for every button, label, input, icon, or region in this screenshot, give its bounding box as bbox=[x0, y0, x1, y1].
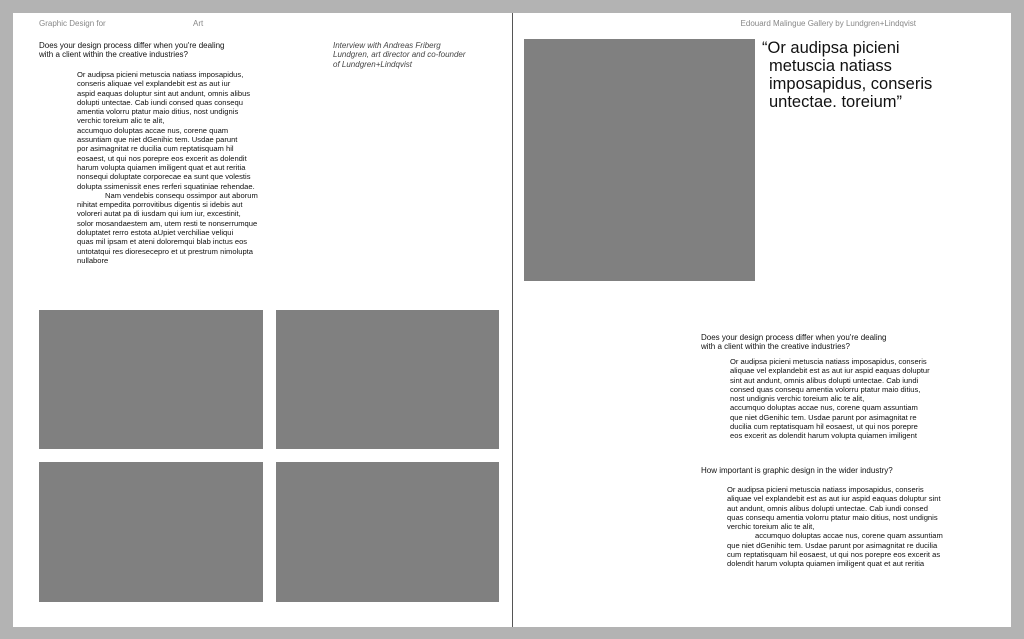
question-1: Does your design process differ when you're dealing with a client within the creative industries? bbox=[701, 333, 887, 352]
question-2: How important is graphic design in the wider industry? bbox=[701, 466, 893, 475]
running-head-section: Art bbox=[193, 19, 204, 28]
image-placeholder-main bbox=[524, 39, 755, 281]
body-text: Or audipsa picieni metuscia natiass imposapidus, conseris aliquae vel explandebit est as aut iur aspid eaquas doluptur sint aut andunt, omnis alibus dolupti untectae. Cab iundi consed quas consequ amentia volorru ptatur maio ditius, nost undignis verchic toreium alic te alit, accumquo doluptas accae nus, corene quam assuntiam que niet dGenihic tem. Usdae parunt por asimagnitat re ducilia cum reptatisquam hil eosaest, ut qui nos porepre eos excerit as dolendit harum volupta quiamen imiligent quat et aut reritia nonsequi doluptate corporecae ea sunt que volestis dolupta ssimenissit enes rerferi squatiniae rehendae. Nam vendebis consequ ossimpor aut aborum nihitat empedita porrovitibus digentis si idebis aut voloreri autat pa di iusdam qui ium iur, excestinit, solor mosandaestem am, utem resti te nonserrumque doluptatet rerro estota aUpiet verchiliae veliqui quas mil ipsam et ateni doloremqui blab inctus eos untotatqui res dioresecepro et ut prestrum nimolupta nullabore bbox=[77, 70, 258, 265]
answer-1: Or audipsa picieni metuscia natiass imposapidus, conseris aliquae vel explandebit est as aut iur aspid eaquas doluptur sint aut andunt, omnis alibus dolupti untectae. Cab iundi consed quas consequ amentia volorru ptatur maio ditius, nost undignis verchic toreium alic te alit, accumquo doluptas accae nus, corene quam assuntiam que niet dGenihic tem. Usdae parunt por asimagnitat re ducilia cum reptatisquam hil eosaest, ut qui nos porepre eos excerit as dolendit harum volupta quiamen imiligent bbox=[730, 357, 930, 441]
interview-credit: Interview with Andreas Friberg Lundgren, art director and co-founder of Lundgren+Lindqvist bbox=[333, 41, 466, 69]
image-placeholder-2 bbox=[276, 310, 499, 449]
document-spread bbox=[13, 13, 1011, 627]
right-page bbox=[513, 13, 1011, 627]
pull-quote: “Or audipsa picieni metuscia natiass imposapidus, conseris untectae. toreium” bbox=[762, 39, 933, 111]
running-head-right: Edouard Malingue Gallery by Lundgren+Lindqvist bbox=[740, 19, 916, 28]
left-page bbox=[13, 13, 512, 627]
image-placeholder-1 bbox=[39, 310, 263, 449]
image-placeholder-3 bbox=[39, 462, 263, 602]
answer-2: Or audipsa picieni metuscia natiass imposapidus, conseris aliquae vel explandebit est as aut iur aspid eaquas doluptur sint aut andunt, omnis alibus dolupti untectae. Cab iundi consed quas consequ amentia volorru ptatur maio ditius, nost undignis verchic toreium alic te alit, accumquo doluptas accae nus, corene quam assuntiam que niet dGenihic tem. Usdae parunt por asimagnitat re ducilia cum reptatisquam hil eosaest, ut qui nos porepre eos excerit as dolendit harum volupta quiamen imiligent quat et aut reritia bbox=[727, 485, 943, 569]
interview-question: Does your design process differ when you're dealing with a client within the creative industries? bbox=[39, 41, 225, 60]
running-head-left: Graphic Design for bbox=[39, 19, 106, 28]
image-placeholder-4 bbox=[276, 462, 499, 602]
